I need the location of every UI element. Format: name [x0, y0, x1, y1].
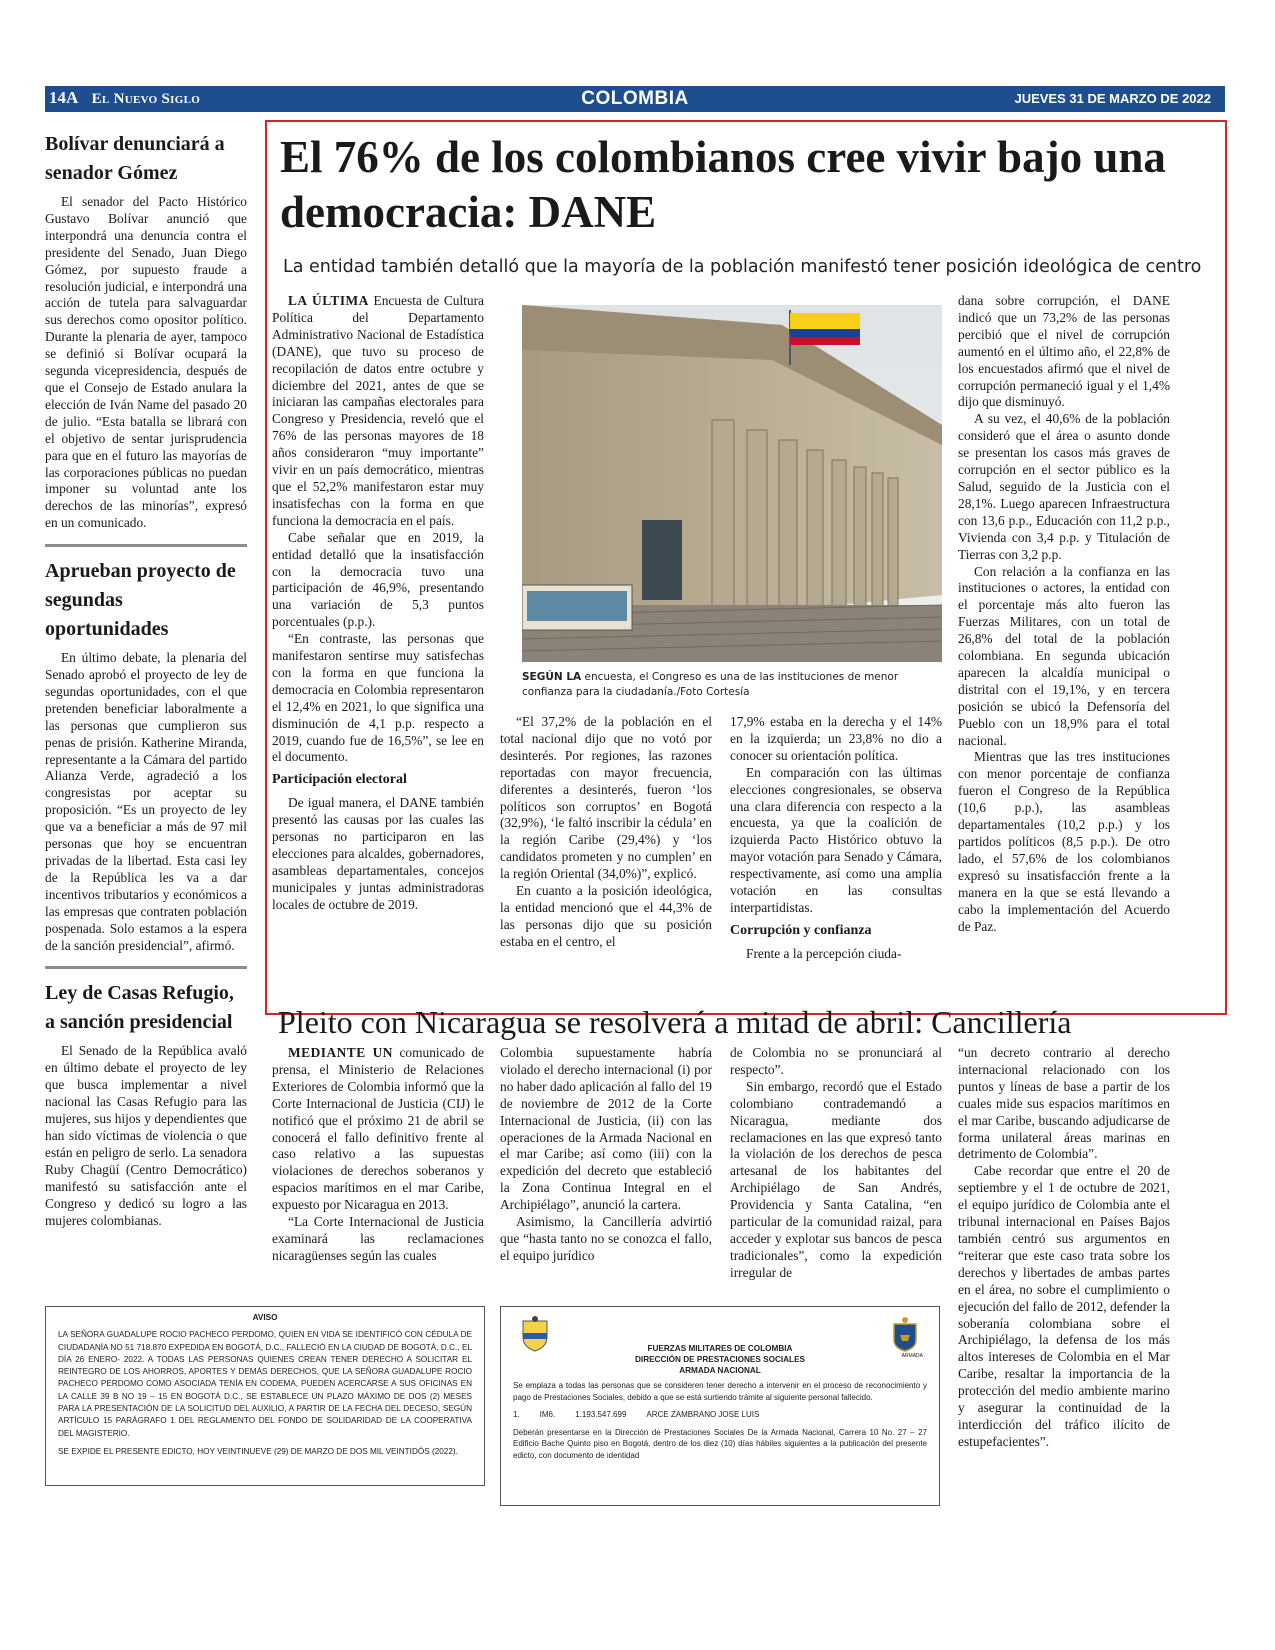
story-body-bolivar: El senador del Pacto Histórico Gustavo Bolívar anunció que interpondrá una denuncia contra el presidente del Senado, Juan Diego Gómez, por supuesto fraude a resolución judicial, e interpondrá una acción de tutela para salvaguardar sus derechos como opositor político. Durante la plenaria de ayer, tampoco se definió si Bolívar ocupará la segunda vicepresidencia, después de que el Consejo de Estado anulara la elección de Iván Name del pasado 20 de julio. “Esta batalla se librará con el objetivo de sentar jurisprudencia para que en el futuro las mayorías de las corporaciones públicas no puedan imponer su voluntad ante los derechos de las minorías”, expresó en un comunicado. [45, 194, 247, 531]
subheading: Participación electoral [272, 772, 407, 788]
paragraph: A su vez, el 40,6% de la población consideró que el área o asunto donde se presentan los casos más graves de corrupción en el sector público es la Salud, seguido de la Justicia con el 28,1%. Luego aparecen Infraestructura con 13,6 p.p., Educación con 11,2 p.p., Vivienda con 3,4 p.p. y Titulación de Tierras con 3,2 p.p. [958, 411, 1170, 562]
notice-text: Se emplaza a todas las personas que se consideren tener derecho a intervenir en el proceso de reconocimiento y pago de Prestaciones Sociales, debido a que se está surtiendo trámite al siguiente personal fallecido. [513, 1381, 927, 1402]
nicaragua-column-2 [500, 1045, 712, 1265]
notice-title: AVISO [252, 1313, 278, 1322]
paragraph: Asimismo, la Cancillería advirtió que “hasta tanto no se conozca el fallo, el equipo jurídico [500, 1214, 712, 1263]
story-title-segundas: Aprueban proyecto de segundas oportunidades [45, 560, 236, 641]
paragraph: Cabe recordar que entre el 20 de septiembre y el 1 de octubre de 2021, el equipo jurídico de Colombia ante el tribunal internacional en Países Bajos también centró sus argumentos en “reiterar que este caso trata sobre los derechos y libertades de ambas partes en el área, no sobre el cumplimiento o ejecución del fallo de 2012, defender la soberanía colombiana sobre el Archipiélago, la defensa de los más altos intereses de Colombia en el Mar Caribe, resaltar la importancia de la protección del medio ambiente marino y asegurar la continuidad de la interdicción del tráfico ilícito de estupefacientes”. [958, 1163, 1170, 1449]
paragraph: 17,9% estaba en la derecha y el 14% en la izquierda; un 23,8% no dio a conocer su orientación política. [730, 714, 942, 763]
divider [45, 544, 247, 547]
main-column-4 [958, 293, 1170, 935]
military-notice [500, 1306, 940, 1506]
story-title-casas: Ley de Casas Refugio, a sanción presidencial [45, 982, 234, 1034]
nicaragua-column-1: MEDIANTE UN comunicado de prensa, el Ministerio de Relaciones Exteriores de Colombia informó que la Corte Internacional de Justicia (CIJ) le notificó que el próximo 21 de abril se conocerá el fallo definitivo frente al caso relativo a las supuestas violaciones de derechos soberanos y espacios marítimos en el mar Caribe, expuesto por Nicaragua en 2013. “La Corte Internacional de Justicia examinará las reclamaciones nicaragüenses según las cuales [272, 1045, 484, 1263]
subheading: Corrupción y confianza [730, 922, 872, 938]
legal-notice-aviso [45, 1306, 485, 1486]
page-number: 14A [49, 88, 78, 107]
paragraph: Colombia supuestamente habría violado el derecho internacional (i) por no haber dado aplicación al fallo del 19 de noviembre de 2012 de la Corte Internacional de Justicia, (ii) con las operaciones de la Armada Nacional en el mar Caribe; así como (iii) con la expedición del decreto que estableció la Zona Continua Integral en el Archipiélago”, anunció la cartera. [500, 1045, 712, 1213]
photo-caption: SEGÚN LA encuesta, el Congreso es una de las instituciones de menor confianza para la ciudadanía./Foto Cortesía [522, 671, 899, 698]
section-name: COLOMBIA [581, 88, 689, 109]
story-title-bolivar: Bolívar denunciará a senador Gómez [45, 133, 225, 184]
main-headline: El 76% de los colombianos cree vivir bajo una democracia: DANE [280, 132, 1166, 237]
issue-date: JUEVES 31 DE MARZO DE 2022 [1014, 91, 1211, 106]
paragraph: de Colombia no se pronunciará al respecto”. [730, 1045, 942, 1077]
main-column-3 [730, 714, 942, 963]
paragraph: Cabe señalar que en 2019, la entidad detalló que la insatisfacción con la democracia tuvo una participación de 46,9%, presentando una variación de 5,3 puntos porcentuales (p.p.). [272, 529, 484, 630]
paragraph: “El 37,2% de la población en el total nacional dijo que no votó por desinterés. Por regiones, las razones reportadas con mayor frecuencia, diferentes a desinterés, fueron ‘los políticos son corruptos’ en Bogotá (32,9%), ‘le faltó inscribir la cédula’ en la región Caribe (29,4%) y ‘los candidatos prometen y no cumplen’ en la región Oriental (34,0%)”, explicó. [500, 714, 712, 882]
nicaragua-column-4 [958, 1045, 1170, 1451]
notice-heading: FUERZAS MILITARES DE COLOMBIA DIRECCIÓN DE PRESTACIONES SOCIALES ARMADA NACIONAL [635, 1344, 805, 1375]
paragraph: “En contraste, las personas que manifestaron sentirse muy satisfechas con la forma en que funciona la democracia en Colombia representaron el 12,4% en 2021, lo que significa una disminución de 4,1 p.p. respecto a 2019, cuando fue de 16,5%”, se lee en el documento. [272, 631, 484, 765]
paragraph: En cuanto a la posición ideológica, la entidad mencionó que el 44,3% de las personas dijo que su posición estaba en el centro, el [500, 883, 712, 949]
main-subtitle: La entidad también detalló que la mayoría de la población manifestó tener posición ideológica de centro [283, 257, 1202, 277]
notice-text: SE EXPIDE EL PRESENTE EDICTO, HOY VEINTINUEVE (29) DE MARZO DE DOS MIL VEINTIDÓS (2022). [58, 1446, 458, 1456]
paragraph: En comparación con las últimas elecciones congresionales, se observa una clara diferencia con respecto a la encuesta, ya que la coalición de izquierda Pacto Histórico obtuvo la mayor votación para Senado y Cámara, respectivamente, así como una amplia votación en las consultas interpartidistas. [730, 764, 942, 915]
nicaragua-column-3 [730, 1045, 942, 1282]
newspaper-name: El Nuevo Siglo [91, 91, 201, 107]
story-body-segundas: En último debate, la plenaria del Senado aprobó el proyecto de ley de segundas oportunidades, con el que pretenden beneficiar laboralmente a las personas que cumplieron sus penas de prisión. Katherine Miranda, representante a la Cámara del partido Alianza Verde, agradeció a los congresistas por aceptar su proposición. “Es un proyecto de ley que va a beneficiar a más de 97 mil personas que hoy se encuentran privadas de la libertad. Esta casi ley de la República les va a dar incentivos tributarios y económicos a las empresas que contraten población pospenada. Solo estamos a la espera de la sanción presidencial”, afirmó. [45, 650, 247, 953]
notice-text: LA SEÑORA GUADALUPE ROCIO PACHECO PERDOMO, QUIEN EN VIDA SE IDENTIFICÓ CON CÉDULA DE CIUDADANÍA NO 51 718.870 EXPEDIDA EN BOGOTÁ, D.C., FALLECIÓ EN LA CIUDAD DE BOGOTÁ, D.C., EL DÍA 26 ENERO- 2022. A TODAS LAS PERSONAS QUIENES CREAN TENER DERECHO A SOLICITAR EL REINTEGRO DE LOS AHORROS, APORTES Y DEMÁS DERECHOS, QUE LA SEÑORA GUADALUPE ROCIO PACHECO PERDOMO COMO ASOCIADA TENÍA EN CODEMA, PUEDEN ACERCARSE A SUS OFICINAS EN LA CALLE 39 B NO 19 – 15 EN BOGOTÁ D.C., SE ESTABLECE UN PLAZO MÁXIMO DE DOS (2) MESES PARA LA PRESENTACIÓN DE LA SOLICITUD DEL AUXILIO, A PARTIR DE LA FECHA DEL DECESO, SEGÚN ARTÍCULO 15 PARÁGRAFO 1 DEL REGLAMENTO DEL FONDO DE SOLIDARIDAD DE LA COOPERATIVA DEL MAGISTERIO. [58, 1330, 472, 1438]
armada-emblem-icon [889, 1315, 921, 1353]
paragraph: Encuesta de Cultura Política del Departamento Administrativo Nacional de Estadística (DANE), que tuvo su proceso de recopilación de datos entre octubre y diciembre del 2021, antes de que se iniciaran las campañas electorales para Congreso y Presidencia, reveló que el 76% de las personas mayores de 18 años consideraron “muy importante” vivir en un país democrático, mientras que el 52,2% manifestaron estar muy insatisfechas con la forma en que funciona la democracia en el país. [272, 293, 484, 528]
left-column [45, 130, 247, 1229]
deceased-row: 1. IM6. 1.193.547.699 ARCE ZAMBRANO JOSE LUIS [513, 1410, 760, 1419]
congress-photo [522, 305, 942, 662]
page-header [45, 86, 1225, 112]
nicaragua-headline: Pleito con Nicaragua se resolverá a mitad de abril: Cancillería [278, 1004, 1072, 1040]
paragraph: Mientras que las tres instituciones con menor porcentaje de confianza fueron el Congreso de la República (10,6 p.p.), las asambleas departamentales (10,2 p.p.) y los partidos políticos (8,5 p.p.). De otro lado, el 57,6% de los colombianos expresó su insatisfacción frente a la manera en la que se está llevando a cabo la implementación del Acuerdo de Paz. [958, 749, 1170, 934]
capitol-building-illustration [522, 305, 942, 662]
notice-text: Deberán presentarse en la Dirección de Prestaciones Sociales De la Armada Nacional, Carrera 10 No. 27 – 27 Edificio Bache Quinto piso en Bogotá, dentro de los diez (10) días hábiles siguientes a la publicación del presente edicto, con documento de identidad [513, 1427, 927, 1460]
paragraph: “un decreto contrario al derecho internacional relacionado con los puntos y líneas de base a partir de los cuales mide sus espacios marítimos en el mar Caribe, buscando adjudicarse de forma unilateral áreas marinas en detrimento de Colombia”. [958, 1045, 1170, 1162]
armada-label: ARMADA [901, 1353, 923, 1359]
colombia-coat-of-arms-icon [519, 1315, 551, 1353]
main-column-2 [500, 714, 712, 951]
paragraph: Sin embargo, recordó que el Estado colombiano contrademandó a Nicaragua, mediante dos reclamaciones en las que expresó tanto la violación de los derechos de pesca artesanal de los habitantes del Archipiélago de San Andrés, Providencia y Santa Catalina, “en particular de la comunidad raizal, para acceder y explotar sus bancos de pesca tradicionales”, como la expedición irregular de [730, 1078, 942, 1280]
paragraph: Con relación a la confianza en las instituciones o actores, la entidad con el porcentaje más alto fueron las Fuerzas Militares, con un total de 26,8% del total de la población colombiana. En segunda ubicación aparecen la alcaldía municipal o distrital con el 19,1%, y en tercera posición se ubicó la Defensoría del Pueblo con un 18,9% para el total nacional. [958, 563, 1170, 748]
paragraph: Frente a la percepción ciuda- [746, 945, 902, 961]
paragraph: dana sobre corrupción, el DANE indicó que un 73,2% de las personas percibió que el nivel de corrupción aumentó en el último año, el 22,8% de los encuestados afirmó que el nivel de corrupción permaneció igual y el 1,4% dijo que disminuyó. [958, 293, 1170, 410]
paragraph: De igual manera, el DANE también presentó las causas por las cuales las personas no participaron en las elecciones para alcaldes, gobernadores, asambleas departamentales, concejos municipales y juntas administradoras locales de octubre de 2019. [272, 795, 484, 912]
main-column-1 [272, 293, 484, 914]
story-body-casas: El Senado de la República avaló en último debate el proyecto de ley que busca implementar a nivel nacional las Casas Refugio para las mujeres, sus hijos y dependientes que han sido víctimas de violencia o que están en peligro de serlo. La senadora Ruby Chagüí (Centro Democrático) manifestó su satisfacción ante el Congreso y dedicó su logro a las mujeres colombianas. [45, 1043, 247, 1228]
paragraph: “La Corte Internacional de Justicia examinará las reclamaciones nicaragüenses según las cuales [272, 1214, 484, 1263]
lead-in: LA ÚLTIMA [288, 293, 369, 308]
divider [45, 966, 247, 969]
